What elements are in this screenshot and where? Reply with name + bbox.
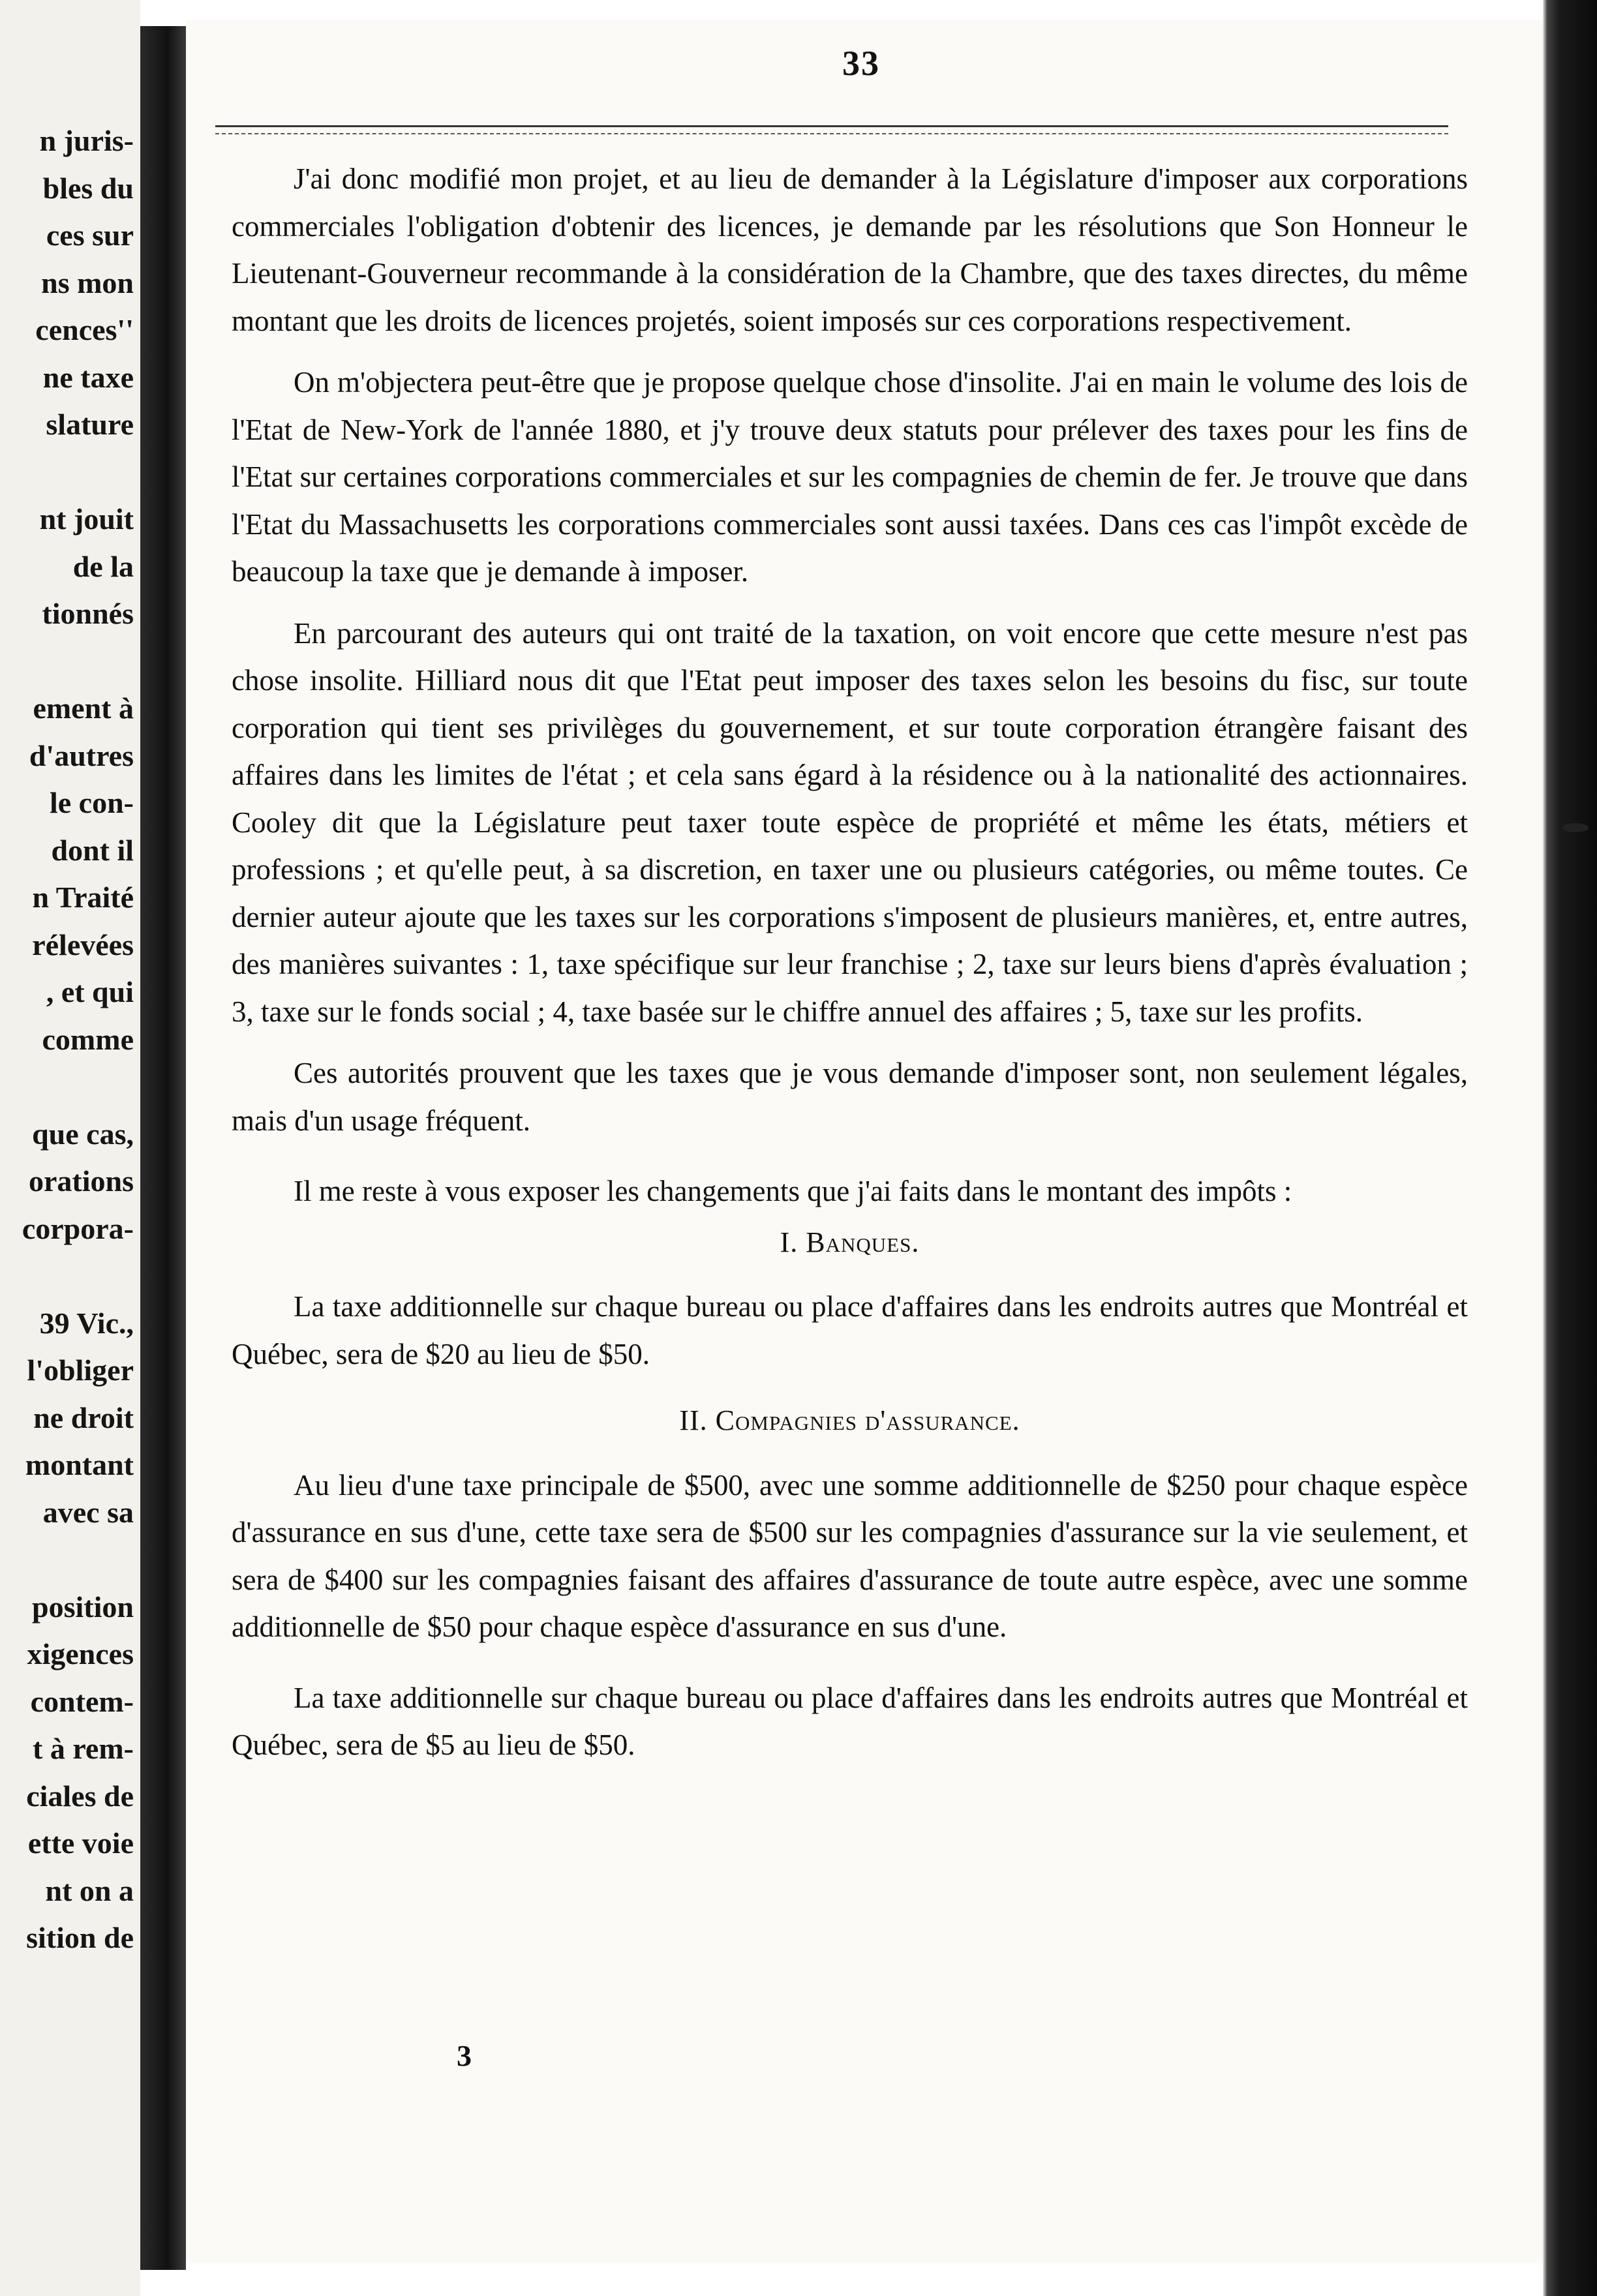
- adjacent-page-line: ette voie: [27, 1826, 134, 1860]
- page-body: [232, 155, 1468, 1769]
- paragraph: On m'objectera peut-être que je propose quelque chose d'insolite. J'ai en main le volume des lois de l'Etat de New-York de l'année 1880, et j'y trouve deux statuts pour prélever des taxes pour les fins de l'Etat sur certaines corporations commerciales et sur les compagnies de chemin de fer. Je trouve que dans l'Etat du Massachusetts les corporations commerciales sont aussi taxées. Dans ces cas l'impôt excède de beaucoup la taxe que je demande à imposer.: [232, 366, 1468, 588]
- header-rule-dashed: [215, 133, 1448, 134]
- adjacent-page-line: [0, 1252, 134, 1300]
- adjacent-page-line: cences'': [35, 313, 134, 346]
- page-number: 33: [842, 44, 880, 83]
- adjacent-page-line: rélevées: [32, 928, 134, 961]
- page-edge: [1543, 0, 1597, 2296]
- adjacent-page-line: que cas,: [32, 1117, 134, 1151]
- adjacent-page-line: sition de: [26, 1921, 134, 1954]
- adjacent-page-line: n Traité: [32, 881, 134, 914]
- adjacent-page-line: nt jouit: [39, 502, 134, 536]
- adjacent-page-line: comme: [42, 1022, 134, 1056]
- adjacent-page-line: tionnés: [42, 597, 134, 630]
- adjacent-page-line: corpora-: [22, 1211, 134, 1245]
- paragraph: La taxe additionnelle sur chaque bureau ou place d'affaires dans les endroits autres que Montréal et Québec, sera de $5 au lieu de $50.: [232, 1681, 1468, 1761]
- paragraph: Au lieu d'une taxe principale de $500, avec une somme additionnelle de $250 pour chaque espèce d'assurance en sus d'une, cette taxe sera de $500 sur les compagnies d'assurance sur la vie seulement, et sera de $400 sur les compagnies faisant des affaires d'assurance de toute autre espèce, avec une somme additionnelle de $50 pour chaque espèce d'assurance en sus d'une.: [232, 1468, 1468, 1643]
- adjacent-page-line: 39 Vic.,: [39, 1306, 134, 1340]
- adjacent-page-line: le con-: [49, 786, 134, 819]
- scan-speck: [1562, 823, 1589, 832]
- adjacent-page-line: de la: [72, 549, 134, 583]
- adjacent-page-line: xigences: [27, 1637, 134, 1670]
- adjacent-page-line: ne droit: [33, 1400, 134, 1434]
- adjacent-page-line: avec sa: [42, 1495, 134, 1529]
- adjacent-page-line: [0, 449, 134, 496]
- paragraph: En parcourant des auteurs qui ont traité de la taxation, on voit encore que cette mesure n'est pas chose insolite. Hilliard nous dit que l'Etat peut imposer des taxes selon les besoins du fisc, sur toute corporation qui tient ses privilèges du gouvernement, et sur toute corporation étrangère faisant des affaires dans les limites de l'état ; et cela sans égard à la résidence ou à la nationalité des actionnaires. Cooley dit que la Législature peut taxer toute espèce de propriété et même les états, métiers et professions ; et qu'elle peut, à sa discretion, en taxer une ou plusieurs catégories, ou même toutes. Ce dernier auteur ajoute que les taxes sur les corporations s'imposent de plusieurs manières, et, entre autres, des manières suivantes : 1, taxe spécifique sur leur franchise ; 2, taxe sur leurs biens d'après évaluation ; 3, taxe sur le fonds social ; 4, taxe basée sur le chiffre annuel des affaires ; 5, taxe sur les profits.: [232, 616, 1468, 1028]
- adjacent-page-line: nt on a: [45, 1873, 134, 1907]
- adjacent-page-text-column: [0, 117, 134, 1962]
- section-heading: II. Compagnies d'assurance.: [679, 1404, 1020, 1436]
- section-heading: I. Banques.: [780, 1226, 920, 1258]
- adjacent-page-line: dont il: [51, 833, 134, 867]
- adjacent-page-line: [0, 1063, 134, 1111]
- adjacent-page-line: ns mon: [41, 265, 134, 299]
- adjacent-page-line: [0, 1536, 134, 1584]
- adjacent-page-line: montant: [25, 1448, 134, 1481]
- signature-mark: 3: [457, 2039, 472, 2072]
- book-gutter: [140, 26, 186, 2270]
- paragraph: La taxe additionnelle sur chaque bureau ou place d'affaires dans les endroits autres que Montréal et Québec, sera de $20 au lieu de $50.: [232, 1290, 1468, 1370]
- adjacent-page-line: ement à: [33, 691, 134, 725]
- adjacent-page-line: n juris-: [39, 124, 134, 157]
- adjacent-page-line: ces sur: [46, 219, 134, 252]
- adjacent-page-line: ciales de: [26, 1779, 134, 1813]
- paragraph: Ces autorités prouvent que les taxes que je vous demande d'imposer sont, non seulement légales, mais d'un usage fréquent.: [232, 1057, 1468, 1137]
- adjacent-page-line: [0, 638, 134, 686]
- adjacent-page-line: , et qui: [46, 975, 134, 1008]
- adjacent-page-line: l'obliger: [27, 1353, 134, 1387]
- adjacent-page-line: slature: [46, 408, 134, 441]
- adjacent-page-line: orations: [29, 1164, 134, 1198]
- adjacent-page-line: contem-: [30, 1684, 134, 1718]
- adjacent-page-line: position: [32, 1590, 134, 1624]
- adjacent-page-line: bles du: [42, 171, 134, 205]
- adjacent-page-line: d'autres: [29, 738, 134, 772]
- adjacent-page-line: t à rem-: [33, 1732, 134, 1765]
- header-rule: [215, 125, 1448, 127]
- paragraph: Il me reste à vous exposer les changements que j'ai faits dans le montant des impôts :: [294, 1175, 1292, 1207]
- paragraph: J'ai donc modifié mon projet, et au lieu de demander à la Législature d'imposer aux corporations commerciales l'obligation d'obtenir des licences, je demande par les résolutions que Son Honneur le Lieutenant-Gouverneur recommande à la considération de la Chambre, que des taxes directes, du même montant que les droits de licences projetés, soient imposés sur ces corporations respectivement.: [232, 162, 1468, 337]
- adjacent-page-line: ne taxe: [42, 360, 134, 394]
